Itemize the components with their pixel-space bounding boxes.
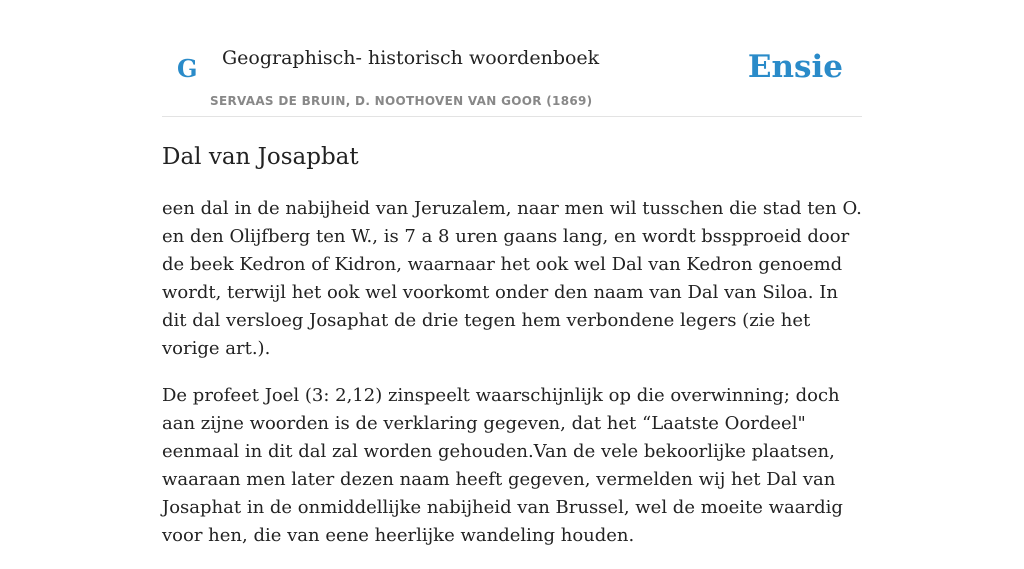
content-column bbox=[162, 0, 862, 569]
book-logo[interactable]: G bbox=[177, 54, 198, 83]
book-authors: SERVAAS DE BRUIN, D. NOOTHOVEN VAN GOOR (1869) bbox=[210, 94, 593, 108]
entry-title: Dal van Josapbat bbox=[162, 144, 359, 170]
book-title-link[interactable]: Geographisch- historisch woordenboek bbox=[222, 47, 600, 69]
entry-paragraph: een dal in de nabijheid van Jeruzalem, naar men wil tusschen die stad ten O. en den Olijfberg ten W., is 7 a 8 uren gaans lang, en wordt bsspproeid door de beek Kedron of Kidron, waarnaar het ook wel Dal van Kedron genoemd wordt, terwijl het ook wel voorkomt onder den naam van Dal van Siloa. In dit dal versloeg Josaphat de drie tegen hem verbondene legers (zie het vorige art.). bbox=[162, 198, 862, 359]
entry-paragraph: De profeet Joel (3: 2,12) zinspeelt waarschijnlijk op die overwinning; doch aan zijne woorden is de verklaring gegeven, dat het “Laatste Oordeel" eenmaal in dit dal zal worden gehouden.Van de vele bekoorlijke plaatsen, waaraan men later dezen naam heeft gegeven, vermelden wij het Dal van Josaphat in de onmiddellijke nabijheid van Brussel, wel de moeite waardig voor hen, die van eene heerlijke wandeling houden. bbox=[162, 385, 843, 546]
entry-body bbox=[162, 195, 862, 550]
ensie-logo-link[interactable]: Ensie bbox=[747, 49, 843, 85]
header bbox=[162, 0, 862, 117]
